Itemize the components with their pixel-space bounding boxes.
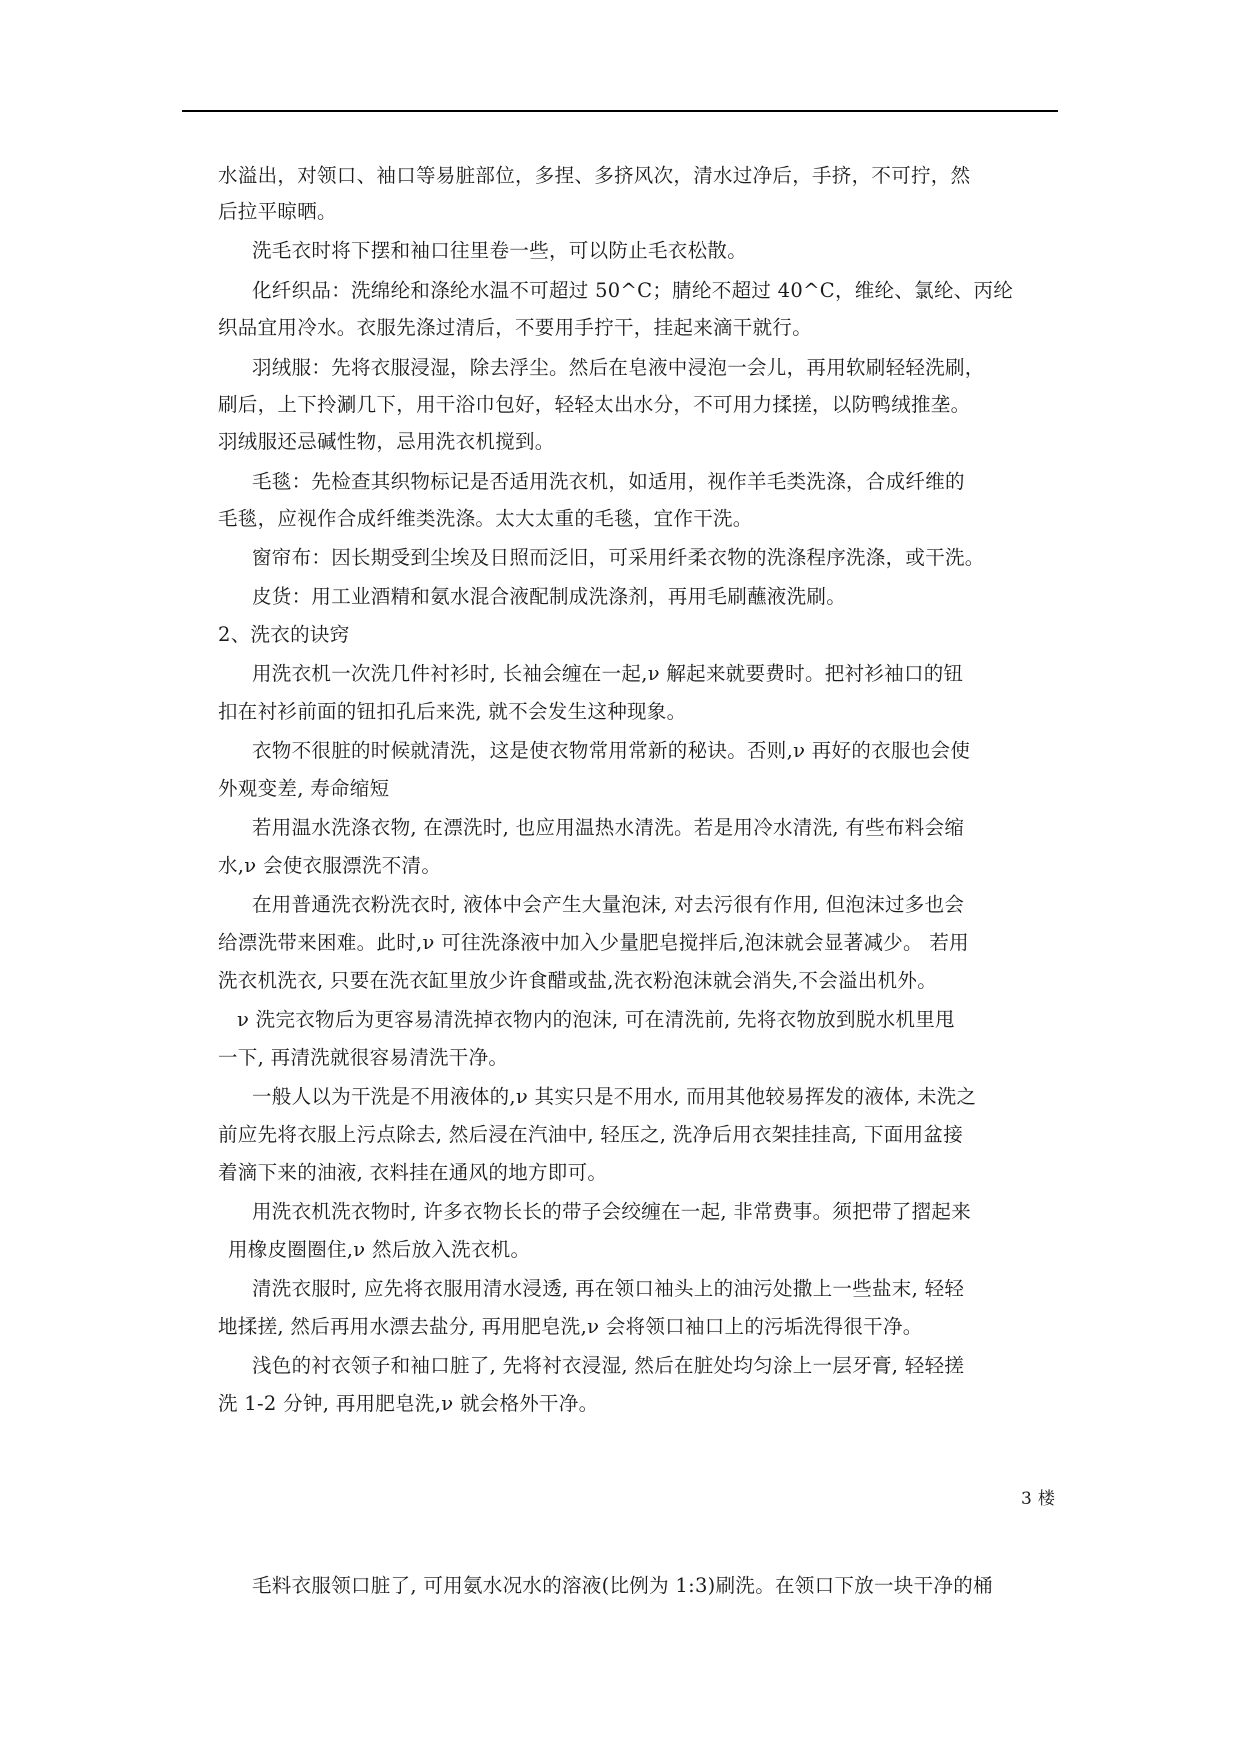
- text-line: 毛毯，应视作合成纤维类洗涤。太大太重的毛毯，宜作干洗。: [218, 507, 753, 530]
- text-line: 羽绒服：先将衣服浸湿，除去浮尘。然后在皂液中浸泡一会儿，再用软刷轻轻洗刷，: [252, 356, 985, 379]
- text-line: 毛毯：先检查其织物标记是否适用洗衣机，如适用，视作羊毛类洗涤，合成纤维的: [252, 470, 965, 493]
- text-line: ν 洗完衣物后为更容易清洗掉衣物内的泡沫, 可在清洗前, 先将衣物放到脱水机里甩: [237, 1008, 955, 1031]
- text-line: 着滴下来的油液, 衣料挂在通风的地方即可。: [218, 1161, 608, 1184]
- text-line: 洗 1-2 分钟, 再用肥皂洗,ν 就会格外干净。: [218, 1392, 599, 1415]
- section-heading: 2、洗衣的诀窍: [218, 623, 350, 646]
- text-line: 后拉平晾晒。: [218, 200, 337, 223]
- text-line: 清洗衣服时, 应先将衣服用清水浸透, 再在领口袖头上的油污处撒上一些盐末, 轻轻: [252, 1277, 965, 1300]
- text-line: 给漂洗带来困难。此时,ν 可往洗涤液中加入少量肥皂搅拌后,泡沫就会显著减少。 若用: [218, 931, 969, 954]
- text-line: 洗毛衣时将下摆和袖口往里卷一些，可以防止毛衣松散。: [252, 239, 748, 262]
- text-line: 用洗衣机洗衣物时, 许多衣物长长的带子会绞缠在一起, 非常费事。须把带了摺起来: [252, 1200, 971, 1223]
- text-line: 地揉搓, 然后再用水漂去盐分, 再用肥皂洗,ν 会将领口袖口上的污垢洗得很干净。: [218, 1315, 923, 1338]
- text-line: 水溢出，对领口、袖口等易脏部位，多捏、多挤风次，清水过净后，手挤，不可拧，然: [218, 164, 971, 187]
- text-line: 毛料衣服领口脏了, 可用氨水况水的溶液(比例为 1:3)刷洗。在领口下放一块干净的桶: [252, 1574, 993, 1597]
- text-line: 一般人以为干洗是不用液体的,ν 其实只是不用水, 而用其他较易挥发的液体, 未洗之: [252, 1085, 977, 1108]
- text-line: 一下, 再清洗就很容易清洗干净。: [218, 1046, 509, 1069]
- text-line: 化纤织品：洗绵纶和涤纶水温不可超过 50^C；腈纶不超过 40^C，维纶、氯纶、丙纶: [252, 279, 1014, 302]
- text-line: 皮货：用工业酒精和氨水混合液配制成洗涤剂，再用毛刷蘸液洗刷。: [252, 585, 847, 608]
- text-line: 在用普通洗衣粉洗衣时, 液体中会产生大量泡沫, 对去污很有作用, 但泡沫过多也会: [252, 893, 965, 916]
- floor-label: 3 楼: [1021, 1489, 1056, 1509]
- text-line: 水,ν 会使衣服漂洗不清。: [218, 854, 442, 877]
- text-line: 洗衣机洗衣, 只要在洗衣缸里放少许食醋或盐,洗衣粉泡沫就会消失,不会溢出机外。: [218, 969, 937, 992]
- header-rule: [182, 110, 1058, 112]
- text-line: 织品宜用冷水。衣服先涤过清后，不要用手拧干，挂起来滴干就行。: [218, 316, 813, 339]
- text-line: 扣在衬衫前面的钮扣孔后来洗, 就不会发生这种现象。: [218, 700, 687, 723]
- text-line: 前应先将衣服上污点除去, 然后浸在汽油中, 轻压之, 洗净后用衣架挂挂高, 下面用盆接: [218, 1123, 963, 1146]
- text-line: 窗帘布：因长期受到尘埃及日照而泛旧，可采用纤柔衣物的洗涤程序洗涤，或干洗。: [252, 546, 985, 569]
- text-line: 刷后，上下拎涮几下，用干浴巾包好，轻轻太出水分，不可用力揉搓，以防鸭绒推垄。: [218, 393, 971, 416]
- text-line: 羽绒服还忌碱性物，忌用洗衣机搅到。: [218, 430, 555, 453]
- text-line: 用橡皮圈圈住,ν 然后放入洗衣机。: [228, 1238, 531, 1261]
- text-line: 浅色的衬衣领子和袖口脏了, 先将衬衣浸湿, 然后在脏处均匀涂上一层牙膏, 轻轻搓: [252, 1354, 965, 1377]
- text-line: 若用温水洗涤衣物, 在漂洗时, 也应用温热水清洗。若是用冷水清洗, 有些布料会缩: [252, 816, 965, 839]
- text-line: 用洗衣机一次洗几件衬衫时, 长袖会缠在一起,ν 解起来就要费时。把衬衫袖口的钮: [252, 662, 964, 685]
- text-line: 外观变差, 寿命缩短: [218, 777, 390, 800]
- text-line: 衣物不很脏的时候就清洗，这是使衣物常用常新的秘诀。否则,ν 再好的衣服也会使: [252, 739, 971, 762]
